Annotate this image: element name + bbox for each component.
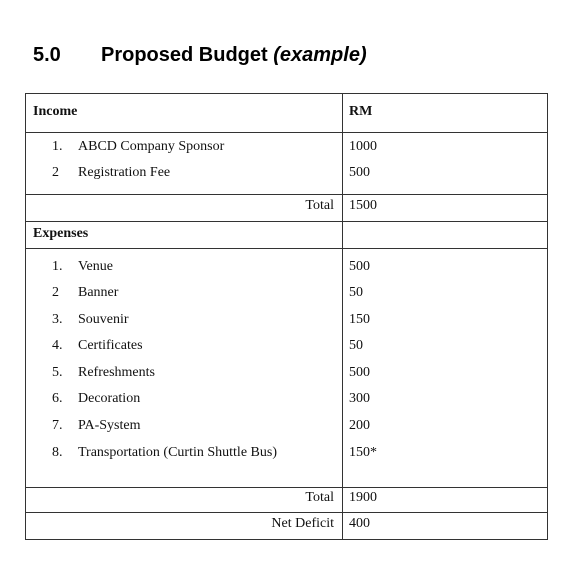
item-number: 7. (52, 418, 63, 434)
item-amount: 150 (343, 312, 548, 339)
expense-item (26, 391, 343, 418)
budget-table (25, 93, 548, 540)
income-header-row (26, 94, 548, 133)
expense-item (26, 285, 343, 312)
expense-item (26, 338, 343, 365)
item-name: Registration Fee (78, 164, 171, 180)
item-amount: 500 (343, 365, 548, 392)
expense-item (26, 312, 343, 339)
expenses-total-value: 1900 (343, 487, 548, 512)
item-number: 2 (52, 285, 59, 301)
item-name: Venue (78, 258, 113, 274)
item-amount: 200 (343, 418, 548, 445)
income-item (26, 165, 343, 191)
item-name: ABCD Company Sponsor (78, 138, 225, 154)
item-number: 2 (52, 164, 59, 180)
item-name: Decoration (78, 391, 141, 407)
net-deficit-value: 400 (343, 512, 548, 539)
expense-row (26, 338, 548, 365)
expense-row (26, 259, 548, 286)
income-total-label: Total (26, 195, 343, 222)
income-row (26, 139, 548, 165)
item-number: 5. (52, 364, 63, 380)
item-amount: 1000 (343, 139, 548, 165)
item-amount: 300 (343, 391, 548, 418)
section-number: 5.0 (33, 44, 61, 66)
section-heading (33, 44, 367, 67)
currency-header: RM (343, 94, 548, 133)
expense-row (26, 391, 548, 418)
expense-item (26, 418, 343, 445)
item-amount: 150* (343, 445, 548, 472)
item-number: 6. (52, 391, 63, 407)
income-total-value: 1500 (343, 195, 548, 222)
item-number: 8. (52, 444, 63, 460)
item-amount: 500 (343, 259, 548, 286)
income-item (26, 139, 343, 165)
item-amount: 50 (343, 338, 548, 365)
expense-item (26, 445, 343, 472)
expense-row (26, 418, 548, 445)
section-title-suffix: (example) (273, 44, 367, 66)
expense-row (26, 285, 548, 312)
item-number: 1. (52, 138, 63, 154)
item-name: Refreshments (78, 364, 155, 380)
item-amount: 50 (343, 285, 548, 312)
item-number: 3. (52, 311, 63, 327)
expense-row (26, 445, 548, 472)
expense-row (26, 312, 548, 339)
item-number: 1. (52, 258, 63, 274)
expenses-total-label: Total (26, 487, 343, 512)
item-name: Banner (78, 285, 119, 301)
income-row (26, 165, 548, 191)
expenses-header: Expenses (26, 222, 343, 249)
expense-item (26, 365, 343, 392)
expense-item (26, 259, 343, 286)
net-deficit-row (26, 512, 548, 539)
income-header: Income (26, 94, 343, 133)
income-total-row (26, 195, 548, 222)
item-name: Souvenir (78, 311, 129, 327)
expenses-total-row (26, 487, 548, 512)
section-title: Proposed Budget (101, 44, 268, 66)
item-amount: 500 (343, 165, 548, 191)
item-name: Certificates (78, 338, 143, 354)
item-name: PA-System (78, 418, 141, 434)
item-number: 4. (52, 338, 63, 354)
item-name: Transportation (Curtin Shuttle Bus) (78, 444, 277, 460)
net-deficit-label: Net Deficit (26, 512, 343, 539)
expenses-header-row (26, 222, 548, 249)
expense-row (26, 365, 548, 392)
